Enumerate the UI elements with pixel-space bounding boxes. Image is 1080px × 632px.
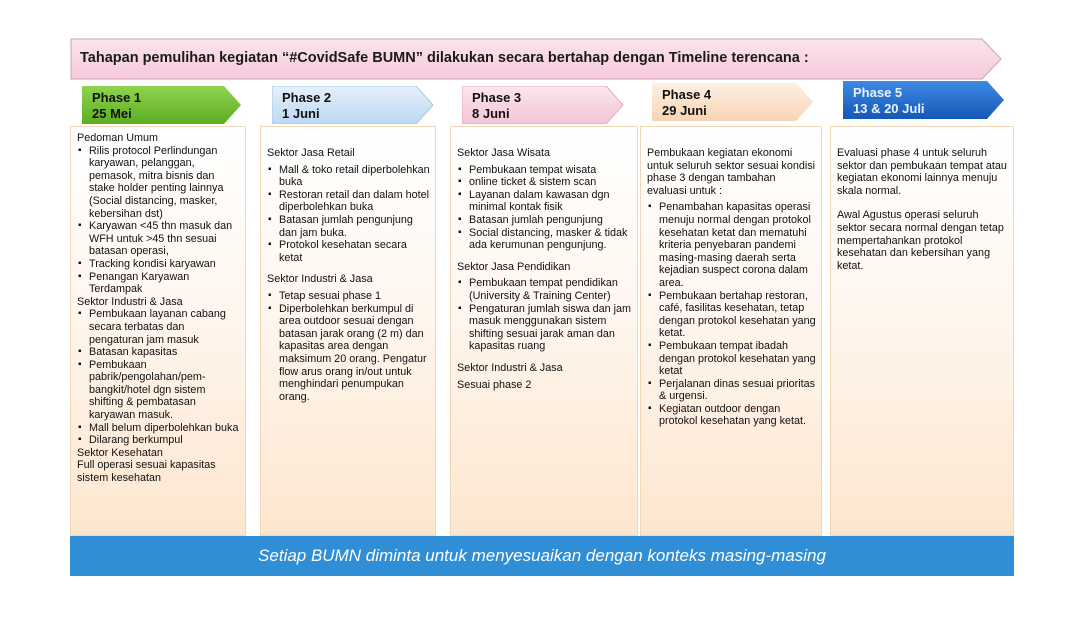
list-item: ▪ Restoran retail dan dalam hotel diperbolehkan buka [267, 189, 432, 214]
list-item: ▪ Social distancing, masker & tidak ada kerumunan pengunjung. [457, 227, 634, 252]
phase-1-section-industry [77, 296, 242, 447]
footer-banner [70, 536, 1014, 576]
phase-2-label: Phase 2 [282, 90, 332, 105]
phase-5-paragraph: Evaluasi phase 4 untuk seluruh sektor dan pembukaan tempat atau kegiatan ekonomi lainnya menuju skala normal. [837, 147, 1007, 197]
phase-4-date: 29 Juni [662, 103, 707, 118]
footer-text: Setiap BUMN diminta untuk menyesuaikan dengan konteks masing-masing [258, 546, 826, 565]
section-title: Pedoman Umum [77, 132, 159, 144]
section-title: Sektor Jasa Retail [267, 147, 355, 159]
list-item: ▪ Pengaturan jumlah siswa dan jam masuk menggunakan sistem shifting sesuai jarak aman dan kapasitas ruang [457, 303, 634, 353]
phase-2-header [272, 86, 434, 124]
title-banner [70, 38, 1002, 80]
list-item: ▪ Pembukaan tempat pendidikan (University & Training Center) [457, 277, 634, 302]
phase-4-label: Phase 4 [662, 87, 712, 102]
section-title: Sektor Industri & Jasa [77, 295, 183, 308]
list-item: ▪ Pembukaan tempat ibadah dengan protokol kesehatan yang ketat [647, 340, 818, 378]
list-item: ▪ Karyawan <45 thn masuk dan WFH untuk >45 thn sesuai batasan operasi, [77, 220, 242, 258]
section-title: Sektor Jasa Pendidikan [457, 260, 571, 273]
phase-2-section-industry [267, 273, 432, 403]
phase-4-header [652, 83, 814, 121]
section-title: Sektor Industri & Jasa [267, 273, 373, 286]
phase-4-column [640, 126, 822, 536]
section-text: Full operasi sesuai kapasitas sistem kesehatan [77, 459, 216, 485]
section-text: Sesuai phase 2 [457, 378, 532, 391]
list-item: ▪ Penambahan kapasitas operasi menuju normal dengan protokol kesehatan ketat dan mematuhi kriteria penyebaran pandemi masing-masing daerah serta kejadian suspect corona dalam area. [647, 201, 818, 289]
list-item: ▪ Batasan jumlah pengunjung [457, 214, 634, 227]
list-item: ▪ Kegiatan outdoor dengan protokol kesehatan yang ketat. [647, 403, 818, 428]
list-item: ▪ Pembukaan bertahap restoran, café, fasilitas kesehatan, tetap dengan protokol kesehatan yang ketat. [647, 290, 818, 340]
phase-1-column [70, 126, 246, 536]
list-item: ▪ Penangan Karyawan Terdampak [77, 271, 242, 296]
list-item: ▪ Mall & toko retail diperbolehkan buka [267, 164, 432, 189]
section-title: Sektor Industri & Jasa [457, 361, 563, 374]
section-title: Sektor Jasa Wisata [457, 147, 551, 159]
phase-2-section-retail [267, 147, 432, 264]
list-item: ▪ Batasan jumlah pengunjung dan jam buka. [267, 214, 432, 239]
phase-3-header [462, 86, 624, 124]
phase-2-date: 1 Juni [282, 106, 320, 121]
phase-2-column [260, 126, 436, 536]
list-item: ▪ Pembukaan pabrik/pengolahan/pem-bangkit/hotel dgn sistem shifting & pembatasan karyawan masuk. [77, 359, 242, 422]
list-item: ▪ Batasan kapasitas [77, 346, 242, 359]
list-item: ▪ Tracking kondisi karyawan [77, 258, 242, 271]
phase-5-header [843, 81, 1005, 119]
phase-4-section-economy [647, 147, 818, 428]
list-item: ▪ Tetap sesuai phase 1 [267, 290, 432, 303]
list-item: ▪ Dilarang berkumpul [77, 434, 242, 447]
phase-1-label: Phase 1 [92, 90, 142, 105]
phase-1-section-health [77, 447, 242, 485]
phase-1-date: 25 Mei [92, 106, 132, 121]
phase-1-header [82, 86, 242, 124]
phase-3-section-industry [457, 362, 634, 391]
list-item: ▪ Protokol kesehatan secara ketat [267, 239, 432, 264]
phase-3-date: 8 Juni [472, 106, 510, 121]
list-item: ▪ Mall belum diperbolehkan buka [77, 422, 242, 435]
list-item: ▪ Rilis protocol Perlindungan karyawan, pelanggan, pemasok, mitra bisnis dan stake holder penting lainnya (Social distancing, masker, kebersihan dst) [77, 145, 242, 221]
list-item: ▪ Pembukaan layanan cabang secara terbatas dan pengaturan jam masuk [77, 308, 242, 346]
phase-3-section-education [457, 261, 634, 353]
phase-5-label: Phase 5 [853, 85, 903, 100]
phase-3-section-tourism [457, 147, 634, 252]
list-item: ▪ Diperbolehkan berkumpul di area outdoor sesuai dengan batasan jarak orang (2 m) dan kapasitas area dengan maksimum 20 orang. Pengatur flow arus orang in/out untuk menghindari penumpukan orang. [267, 303, 432, 404]
phase-5-column [830, 126, 1014, 536]
phase-5-paragraph: Awal Agustus operasi seluruh sektor secara normal dengan tetap mempertahankan protokol kesehatan dan kebersihan yang ketat. [837, 209, 1004, 272]
section-title: Sektor Kesehatan [77, 446, 163, 459]
phase-3-column [450, 126, 638, 536]
page-title: Tahapan pemulihan kegiatan “#CovidSafe BUMN” dilakukan secara bertahap dengan Timeline terencana : [80, 50, 809, 66]
list-item: ▪ Pembukaan tempat wisata [457, 164, 634, 177]
phase-3-label: Phase 3 [472, 90, 522, 105]
phase-5-date: 13 & 20 Juli [853, 101, 925, 116]
list-item: ▪ online ticket & sistem scan [457, 176, 634, 189]
phase-1-section-general [77, 132, 242, 296]
list-item: ▪ Layanan dalam kawasan dgn minimal kontak fisik [457, 189, 634, 214]
list-item: ▪ Perjalanan dinas sesuai prioritas & urgensi. [647, 378, 818, 403]
section-intro: Pembukaan kegiatan ekonomi untuk seluruh sektor sesuai kondisi phase 3 dengan tambahan evaluasi untuk : [647, 147, 816, 197]
